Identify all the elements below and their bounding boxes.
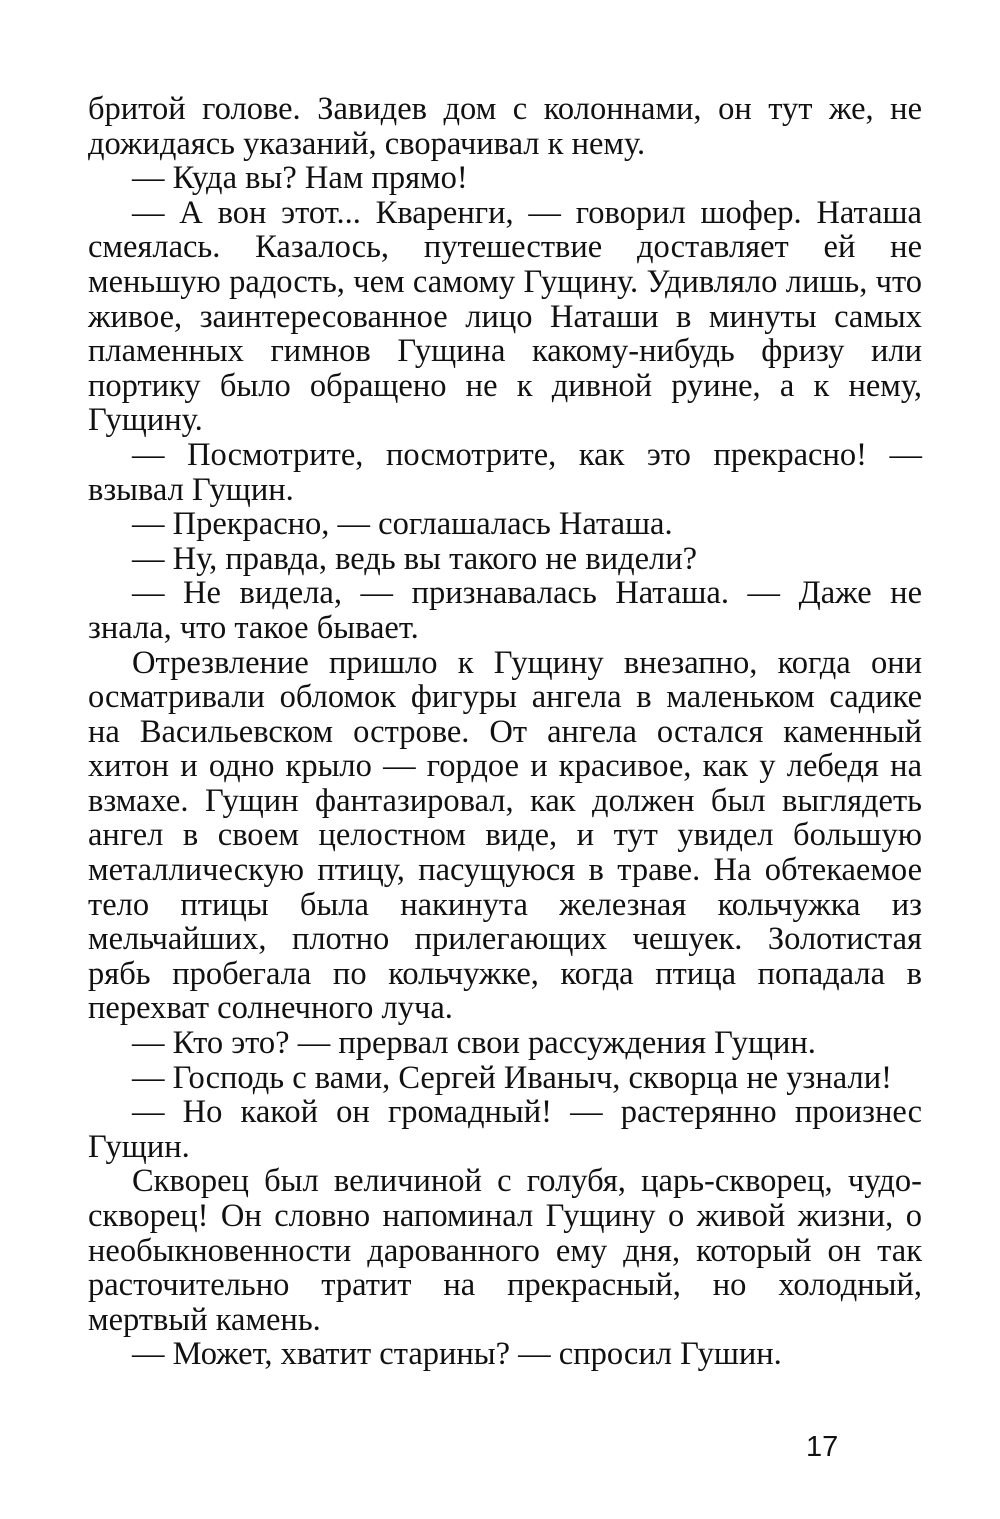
book-page-text xyxy=(88,92,922,1372)
paragraph-7: — Не видела, — признавалась Наташа. — Даже не знала, что такое бывает. xyxy=(88,575,922,646)
paragraph-13: — Может, хватит старины? — спросил Гушин. xyxy=(132,1336,782,1373)
paragraph-4: — Посмотрите, посмотрите, как это прекрасно! — взывал Гущин. xyxy=(88,436,922,508)
paragraph-12: Скворец был величиной с голубя, царь-скворец, чудо-скворец! Он словно напоминал Гущину о живой жизни, о необыкновенности дарованного ему дня, который он так расточительно тратит на прекрасный, но холодный, мертвый камень. xyxy=(88,1163,922,1338)
paragraph-1: бритой голове. Завидев дом с колоннами, он тут же, не дожидаясь указаний, сворачивал к нему. xyxy=(88,91,922,162)
paragraph-2: — Куда вы? Нам прямо! xyxy=(132,160,468,197)
paragraph-6: — Ну, правда, ведь вы такого не видели? xyxy=(132,540,698,577)
paragraph-10: — Господь с вами, Сергей Иваныч, скворца не узнали! xyxy=(132,1059,892,1096)
paragraph-8: Отрезвление пришло к Гущину внезапно, когда они осматривали обломок фигуры ангела в маленьком садике на Васильевском острове. От ангела остался каменный хитон и одно крыло — гордое и красивое, как у лебедя на взмахе. Гущин фантазировал, как должен был выглядеть ангел в своем целостном виде, и тут увидел большую металлическую птицу, пасущуюся в траве. На обтекаемое тело птицы была накинута железная кольчужка из мельчайших, плотно прилегающих чешуек. Золотистая рябь пробегала по кольчужке, когда птица попадала в перехват солнечного луча. xyxy=(88,644,922,1027)
page-number: 17 xyxy=(806,1431,839,1463)
paragraph-3: — А вон этот... Кваренги, — говорил шофер. Наташа смеялась. Казалось, путешествие доставляет ей не меньшую радость, чем самому Гущину. Удивляло лишь, что живое, заинтересованное лицо Наташи в минуты самых пламенных гимнов Гущина какому-нибудь фризу или портику было обращено не к дивной руине, а к нему, Гущину. xyxy=(88,194,922,439)
paragraph-9: — Кто это? — прервал свои рассуждения Гущин. xyxy=(132,1025,816,1062)
paragraph-11: — Но какой он громадный! — растерянно произнес Гущин. xyxy=(88,1094,922,1165)
paragraph-5: — Прекрасно, — соглашалась Наташа. xyxy=(132,506,673,543)
